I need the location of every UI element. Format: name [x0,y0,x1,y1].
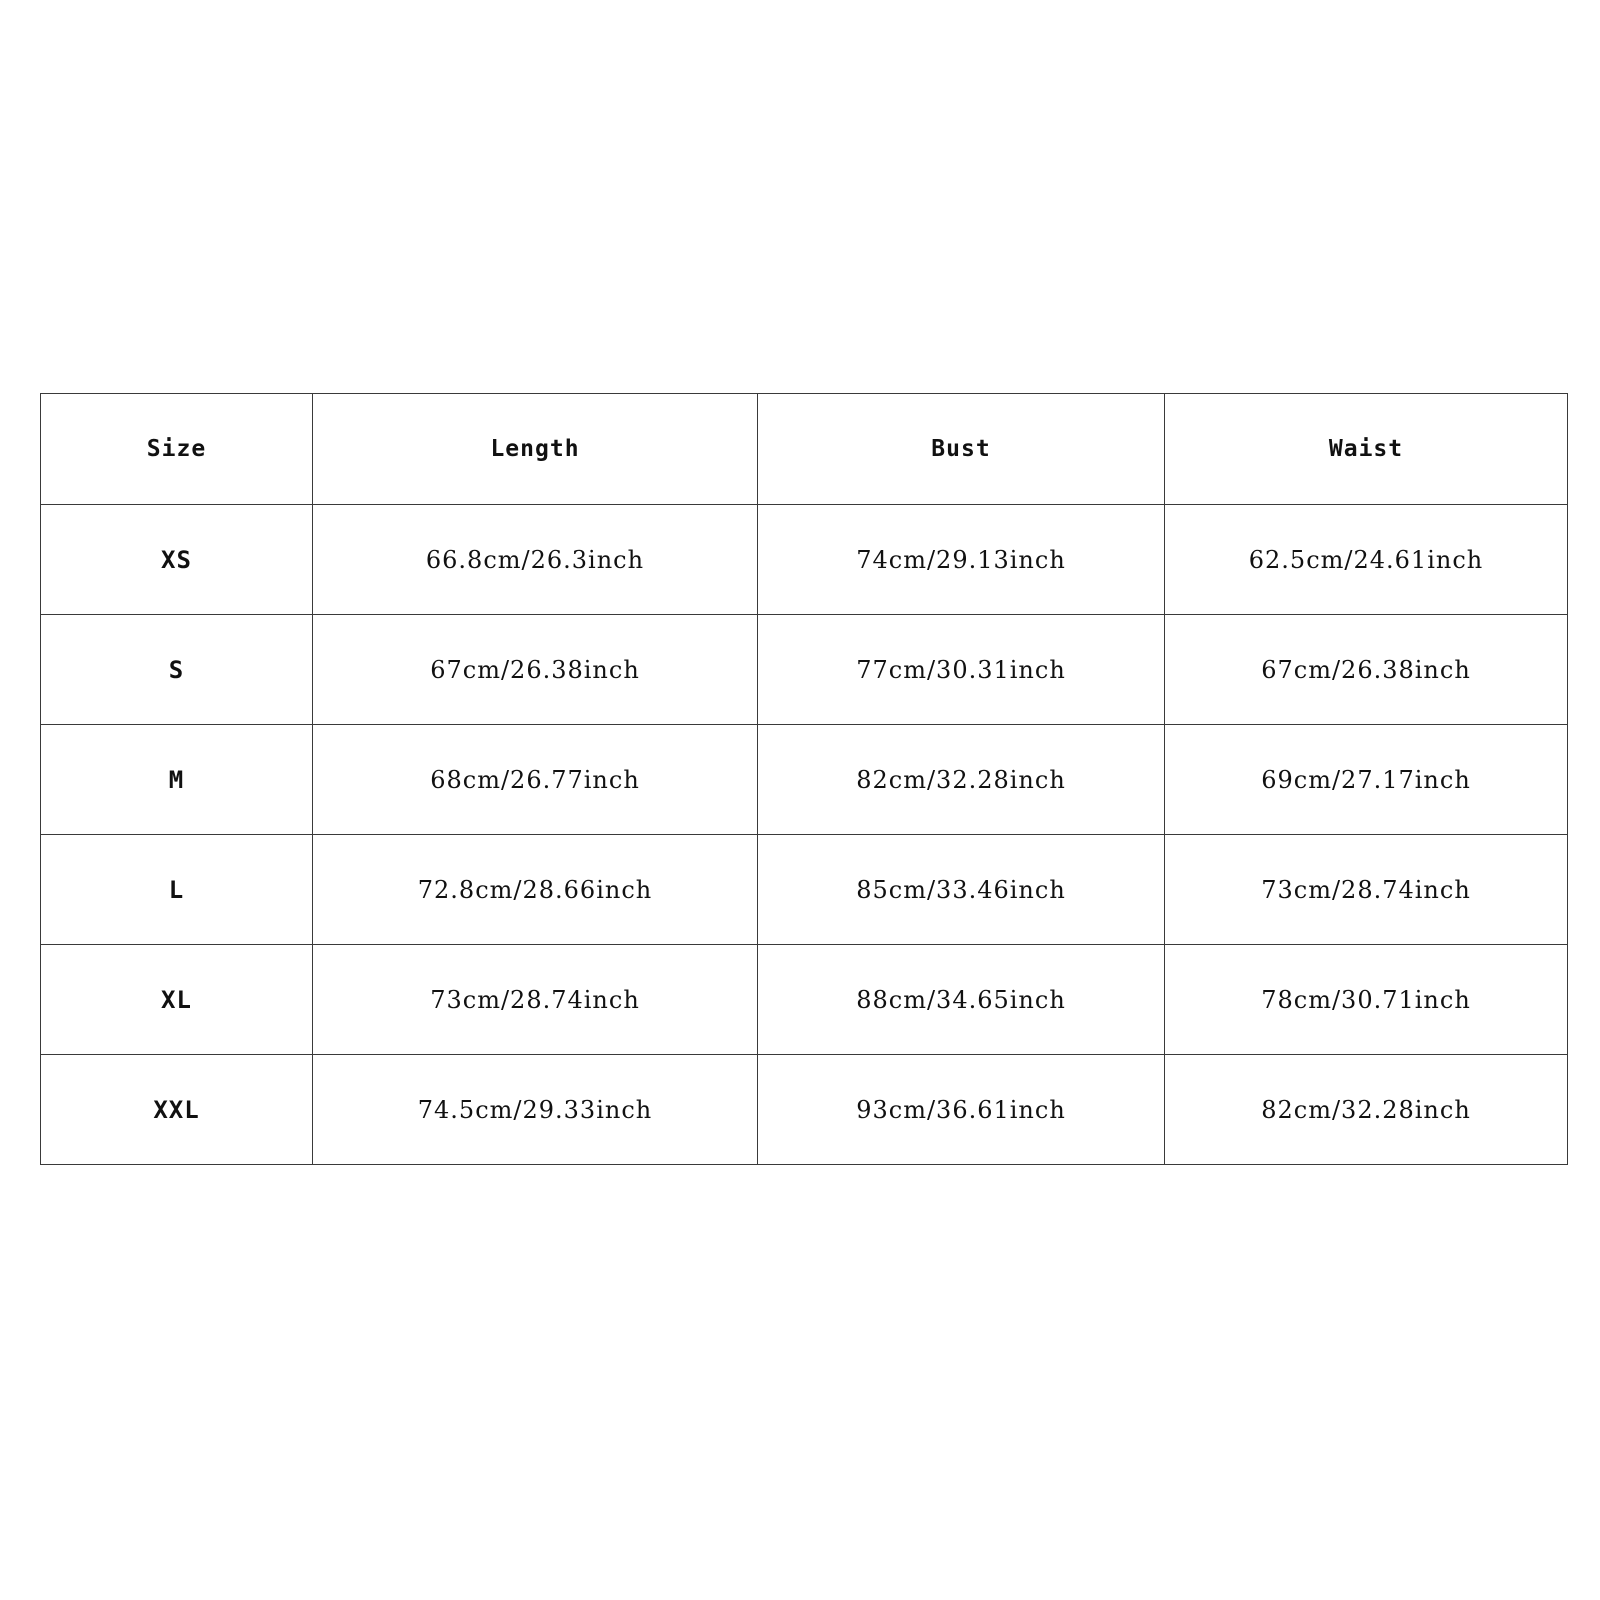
size-cell: M [41,725,313,835]
length-cell: 66.8cm/26.3inch [313,505,758,615]
table-row [41,945,1568,1055]
table-row [41,725,1568,835]
table-header [41,394,1568,505]
header-bust: Bust [758,394,1165,505]
length-cell: 73cm/28.74inch [313,945,758,1055]
size-cell: XL [41,945,313,1055]
bust-cell: 77cm/30.31inch [758,615,1165,725]
header-size: Size [41,394,313,505]
length-cell: 72.8cm/28.66inch [313,835,758,945]
size-cell: XS [41,505,313,615]
bust-cell: 93cm/36.61inch [758,1055,1165,1165]
length-cell: 74.5cm/29.33inch [313,1055,758,1165]
waist-cell: 78cm/30.71inch [1165,945,1568,1055]
size-cell: XXL [41,1055,313,1165]
table-row [41,835,1568,945]
bust-cell: 85cm/33.46inch [758,835,1165,945]
header-length: Length [313,394,758,505]
table-row [41,505,1568,615]
waist-cell: 67cm/26.38inch [1165,615,1568,725]
length-cell: 68cm/26.77inch [313,725,758,835]
length-cell: 67cm/26.38inch [313,615,758,725]
waist-cell: 69cm/27.17inch [1165,725,1568,835]
waist-cell: 73cm/28.74inch [1165,835,1568,945]
bust-cell: 82cm/32.28inch [758,725,1165,835]
waist-cell: 62.5cm/24.61inch [1165,505,1568,615]
bust-cell: 88cm/34.65inch [758,945,1165,1055]
size-chart-table [40,393,1568,1165]
waist-cell: 82cm/32.28inch [1165,1055,1568,1165]
table-body [41,505,1568,1165]
size-cell: L [41,835,313,945]
header-row [41,394,1568,505]
size-cell: S [41,615,313,725]
bust-cell: 74cm/29.13inch [758,505,1165,615]
header-waist: Waist [1165,394,1568,505]
table-row [41,1055,1568,1165]
table-row [41,615,1568,725]
